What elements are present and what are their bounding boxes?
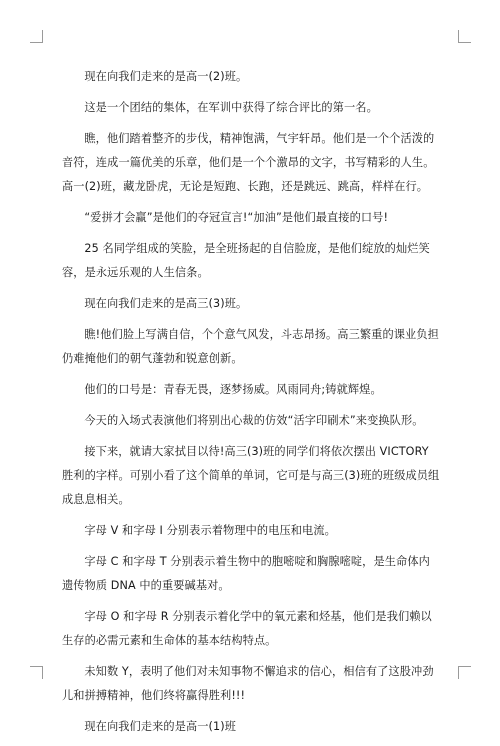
paragraph: 瞧，他们踏着整齐的步伐，精神饱满，气宇轩昂。他们是一个个活泼的音符，连成一篇优美的乐章，他们是一个个激昂的文字，书写精彩的人生。高一(2)班，藏龙卧虎，无论是短跑、长跑，还是跳远、跳高，样样在行。 bbox=[62, 132, 435, 193]
paragraph: 未知数 Y，表明了他们对未知事物不懈追求的信心，相信有了这股冲劲儿和拼搏精神，他们终将赢得胜利!!! bbox=[62, 665, 434, 702]
paragraph: 今天的入场式表演他们将别出心裁的仿效“活字印刷术”来变换队形。 bbox=[84, 414, 424, 427]
paragraph: 字母 C 和字母 T 分别表示着生物中的胞嘧啶和胸腺嘧啶，是生命体内遗传物质 DNA 中的重要碱基对。 bbox=[62, 555, 430, 592]
crop-mark-top-right bbox=[458, 30, 471, 43]
paragraph: 他们的口号是：青春无畏，逐梦扬威。风雨同舟;铸就辉煌。 bbox=[84, 383, 382, 396]
paragraph: 瞧!他们脸上写满自信，个个意气风发，斗志昂扬。高三繁重的课业负担仍难掩他们的朝气蓬勃和锐意创新。 bbox=[62, 328, 439, 365]
crop-mark-bottom-left bbox=[30, 666, 43, 679]
crop-mark-bottom-right bbox=[458, 666, 471, 679]
document-body bbox=[62, 65, 440, 746]
paragraph: 现在向我们走来的是高一(1)班 bbox=[84, 720, 236, 733]
paragraph: “爱拼才会赢”是他们的夺冠宣言!“加油”是他们最直接的口号! bbox=[84, 211, 389, 224]
crop-mark-top-left bbox=[30, 30, 43, 43]
paragraph: 现在向我们走来的是高三(3)班。 bbox=[84, 297, 248, 310]
paragraph: 现在向我们走来的是高一(2)班。 bbox=[84, 70, 248, 83]
paragraph: 字母 V 和字母 I 分别表示着物理中的电压和电流。 bbox=[84, 524, 336, 537]
paragraph: 字母 O 和字母 R 分别表示着化学中的氧元素和烃基，他们是我们赖以生存的必需元素和生命体的基本结构特点。 bbox=[62, 610, 432, 647]
paragraph: 25 名同学组成的笑脸，是全班扬起的自信脸庞，是他们绽放的灿烂笑容，是永远乐观的人生信条。 bbox=[62, 242, 430, 279]
paragraph: 这是一个团结的集体，在军训中获得了综合评比的第一名。 bbox=[84, 101, 378, 114]
paragraph: 接下来，就请大家拭目以待!高三(3)班的同学们将依次摆出 VICTORY 胜利的字样。可别小看了这个简单的单词，它可是与高三(3)班的班级成员组成息息相关。 bbox=[62, 445, 440, 506]
